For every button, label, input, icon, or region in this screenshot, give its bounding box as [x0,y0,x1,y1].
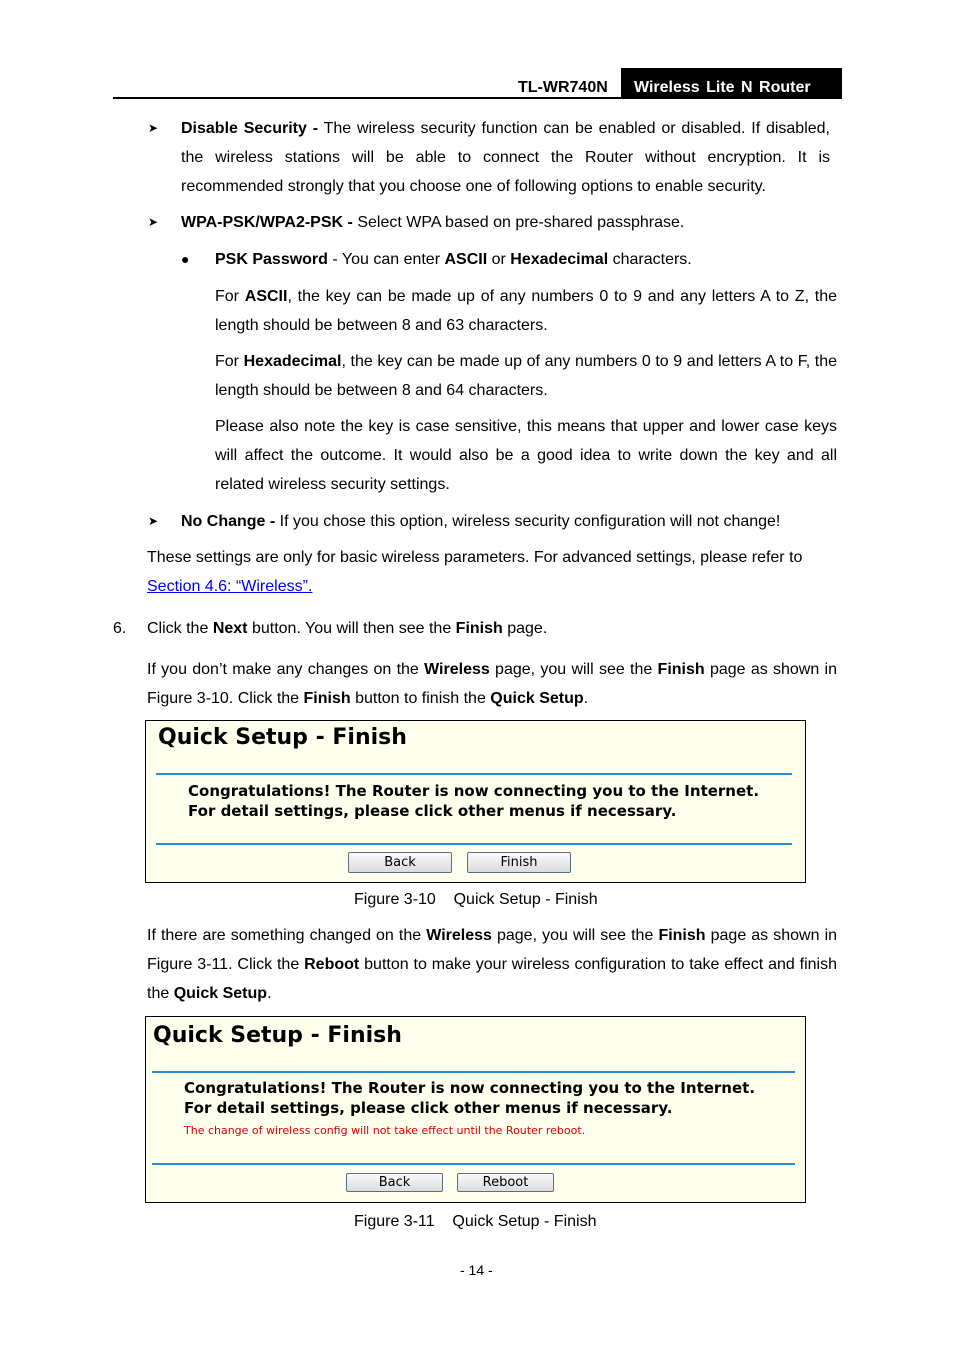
text-run: For [215,353,239,370]
back-button[interactable]: Back [348,852,452,873]
text-run: button to finish the [355,690,486,707]
item-term: Disable Security - [181,120,319,137]
arrow-bullet-icon: ➤ [148,215,159,229]
text-run: page, you will see the [496,927,654,944]
panel-divider-bottom [156,843,792,845]
no-change-finish-paragraph [147,655,837,713]
panel-title: Quick Setup - Finish [153,1023,402,1048]
panel-divider-bottom [152,1163,795,1165]
arrow-bullet-icon: ➤ [148,514,159,528]
no-change-item [181,507,837,536]
item-text: The wireless security function can be enabled or disabled. If disabled, the wireless stations will be able to connect the Router without encryption. It is recommended strongly that you choose one of following options to enable security. [181,120,831,195]
text-run: These settings are only for basic wireless parameters. For advanced settings, please refer to [147,549,803,566]
text-run: page, you will see the [495,661,653,678]
text-run: page as shown in Figure 3-11. Click the [147,927,838,973]
text-run: characters. [612,251,692,268]
item-term: No Change - [181,513,276,530]
congratulations-message: Congratulations! The Router is now connecting you to the Internet. For detail settings, please click other menus if necessary. [184,1079,756,1117]
item-text: Select WPA based on pre-shared passphrase. [357,214,685,231]
text-run: , the key can be made up of any numbers 0 to 9 and letters A to F, the length should be between 8 and 64 characters. [215,353,838,399]
text-bold: Finish [658,927,706,944]
text-run: Click the [147,620,209,637]
text-run: . [583,690,589,707]
page-number: - 14 - [460,1262,493,1278]
arrow-bullet-icon: ➤ [148,121,159,135]
text-bold: ASCII [244,288,288,305]
back-button[interactable]: Back [346,1173,443,1192]
text-bold: Quick Setup [490,690,584,707]
case-sensitive-paragraph: Please also note the key is case sensitive, this means that upper and lower case keys will affect the outcome. It would also be a good idea to write down the key and all related wireless security settings. [215,418,837,493]
step-number: 6. [113,620,127,637]
text-bold: Hexadecimal [510,251,609,268]
dot-bullet-icon: ● [181,251,190,267]
figure-caption: Figure 3-10 Quick Setup - Finish [354,891,598,908]
text-run: If you don’t make any changes on the [147,661,419,678]
wpa-psk-item [181,208,837,237]
text-bold: Finish [657,661,705,678]
text-run: . [267,985,272,1002]
text-run: , the key can be made up of any numbers 0 to 9 and any letters A to Z, the length should be between 8 and 63 characters. [215,288,838,334]
header-product: Wireless Lite N Router [621,68,842,99]
panel-title: Quick Setup - Finish [158,725,407,750]
item-term: WPA-PSK/WPA2-PSK - [181,214,353,231]
text-bold: Reboot [304,956,360,973]
text-run: page as shown in Figure 3-10. Click the [147,661,837,707]
text-bold: Wireless [426,927,492,944]
text-run: button to make your wireless configuration to take effect and finish the [147,956,838,1002]
panel-divider-top [156,773,792,775]
text-bold: Quick Setup [173,985,268,1002]
changed-finish-paragraph [147,921,837,1008]
settings-note [147,543,837,601]
text-bold: Finish [455,620,503,637]
text-run: - You can enter [332,251,441,268]
section-link[interactable]: Section 4.6: “Wireless”. [147,578,313,595]
hex-paragraph [215,347,837,405]
figure-caption: Figure 3-11 Quick Setup - Finish [354,1213,597,1230]
header-model: TL-WR740N [518,79,608,96]
text-bold: ASCII [444,251,488,268]
item-term: PSK Password [215,251,328,268]
reboot-warning: The change of wireless config will not take effect until the Router reboot. [184,1124,586,1137]
text-run: button. You will then see the [251,620,452,637]
header-rule [113,97,842,99]
text-run: If there are something changed on the [147,927,422,944]
item-text: If you chose this option, wireless security configuration will not change! [279,513,781,530]
text-bold: Wireless [424,661,490,678]
text-run: or [491,251,506,268]
panel-divider-top [152,1071,795,1073]
text-bold: Hexadecimal [243,353,342,370]
congratulations-message: Congratulations! The Router is now connecting you to the Internet. For detail settings, please click other menus if necessary. [188,782,760,820]
reboot-button[interactable]: Reboot [457,1173,554,1192]
step-6-text [147,614,837,643]
quick-setup-finish-panel [145,720,806,883]
text-bold: Finish [303,690,351,707]
text-run: page. [507,620,548,637]
psk-password-item [215,245,837,274]
text-bold: Next [212,620,248,637]
text-run: For [215,288,239,305]
disable-security-item [181,114,830,201]
finish-button[interactable]: Finish [467,852,571,873]
quick-setup-finish-reboot-panel [145,1016,806,1203]
ascii-paragraph [215,282,837,340]
